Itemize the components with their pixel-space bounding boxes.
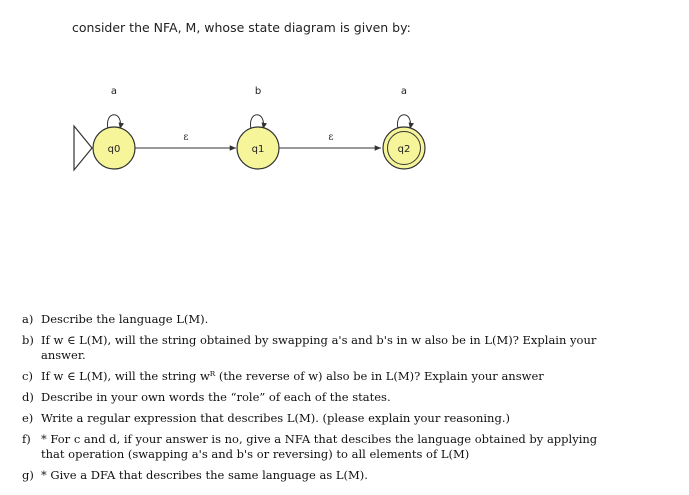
question-text: Describe in your own words the “role” of each of the states. [41, 390, 391, 404]
question-a [22, 312, 672, 327]
question-text: Describe the language L(M). [41, 312, 209, 326]
state-q1 [237, 127, 279, 169]
question-text-continued: answer. [41, 348, 86, 362]
loop-label-q0: a [110, 86, 118, 97]
state-q2-accepting [383, 127, 425, 169]
question-text: If w ∈ L(M), will the string obtained by swapping a's and b's in w also be in L(M)? Explain your [41, 333, 597, 347]
question-text-continued: that operation (swapping a's and b's or reversing) to all elements of L(M) [41, 447, 470, 461]
transition-label-q1-q2: ε [328, 132, 334, 143]
question-g [22, 468, 672, 483]
question-b [22, 333, 672, 363]
question-text: * For c and d, if your answer is no, give a NFA that descibes the language obtained by applying [41, 432, 598, 446]
question-letter: a) [22, 312, 34, 326]
question-letter: f) [22, 432, 31, 446]
question-letter: c) [22, 369, 33, 383]
question-e [22, 411, 672, 426]
state-label-q1: q1 [251, 144, 265, 155]
intro-text: consider the NFA, M, whose state diagram is given by: [72, 20, 411, 35]
question-f [22, 432, 672, 462]
question-c [22, 369, 672, 384]
question-text: * Give a DFA that describes the same language as L(M). [41, 468, 368, 482]
question-letter: b) [22, 333, 34, 347]
question-text: If w ∈ L(M), will the string wᴿ (the reverse of w) also be in L(M)? Explain your answer [41, 369, 544, 383]
state-label-q2: q2 [397, 144, 411, 155]
question-letter: d) [22, 390, 34, 404]
state-q0 [93, 127, 135, 169]
question-text: Write a regular expression that describes L(M). (please explain your reasoning.) [41, 411, 510, 425]
question-letter: g) [22, 468, 34, 482]
state-label-q0: q0 [107, 144, 121, 155]
loop-label-q1: b [254, 86, 262, 97]
question-d [22, 390, 672, 405]
question-letter: e) [22, 411, 34, 425]
start-arrow [74, 126, 92, 170]
question-list [22, 312, 672, 489]
loop-label-q2: a [400, 86, 408, 97]
transition-label-q0-q1: ε [183, 132, 189, 143]
